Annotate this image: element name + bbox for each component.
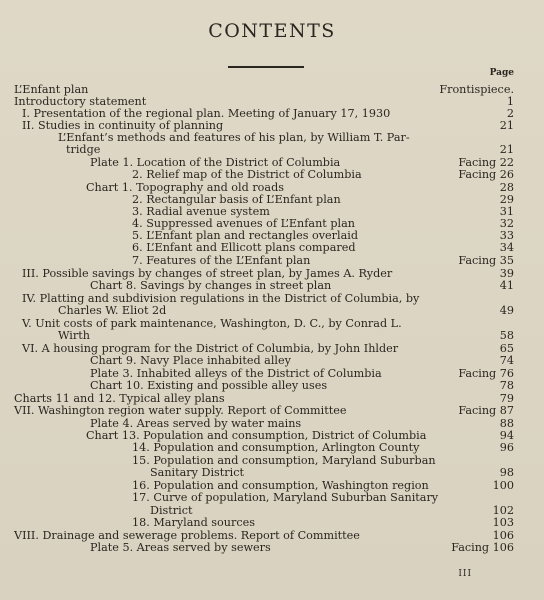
toc-entry-title: Plate 1. Location of the District of Columbia [90,156,341,169]
toc-entry-page: Facing 22 [458,156,514,169]
toc-entry-title: 16. Population and consumption, Washington region [132,479,429,492]
toc-entry-title: 2. Relief map of the District of Columbia [132,168,362,181]
page-column-heading: Page [489,68,514,78]
toc-entry-title: Charles W. Eliot 2d [58,304,167,317]
toc-entry-page: Facing 87 [458,404,514,417]
toc-entry-title: II. Studies in continuity of planning [22,119,224,132]
toc-entry-title: VI. A housing program for the District of Columbia, by John Ihlder [22,342,399,355]
toc-entry-page: 98 [499,466,514,479]
toc-entry-page: 32 [499,217,514,230]
folio: III [458,569,472,579]
toc-entry-page: 39 [499,267,514,280]
toc-entry-title: I. Presentation of the regional plan. Meeting of January 17, 1930 [22,107,391,120]
toc-entry-page: 79 [499,392,514,405]
toc-entry-title: Chart 13. Population and consumption, District of Columbia [86,429,427,442]
toc-entry-title: Wirth [58,329,90,342]
toc-entry-title: 2. Rectangular basis of L’Enfant plan [132,193,341,206]
toc-entry-title: 6. L’Enfant and Ellicott plans compared [132,241,356,254]
toc-entry-title: 18. Maryland sources [132,516,255,529]
toc-entry-page: Frontispiece. [439,83,514,96]
toc-entry-title: L’Enfant plan [14,83,89,96]
toc-entry-title: 17. Curve of population, Maryland Suburban Sanitary [132,491,439,504]
toc-entry-title: 14. Population and consumption, Arlington County [132,441,420,454]
toc-entry-title: tridge [66,143,101,156]
toc-entry-page: 78 [499,379,514,392]
toc-entry [14,441,514,454]
toc-entry [14,168,514,181]
toc-entry [14,254,514,267]
toc-entry-page: 34 [499,241,514,254]
toc-entry-page: Facing 106 [451,541,514,554]
toc-entry-page: 88 [499,417,514,430]
toc-entry-title: Chart 1. Topography and old roads [86,181,284,194]
toc-entry [14,329,514,342]
toc-entry-title: Sanitary District [150,466,244,479]
toc-entry [14,304,514,317]
toc-entry-page: 103 [492,516,514,529]
toc-entry [14,354,514,367]
toc-entry-title: III. Possible savings by changes of street plan, by James A. Ryder [22,267,393,280]
toc-entry-page: 49 [499,304,514,317]
toc-entry-page: 21 [499,143,514,156]
toc-entry-title: Introductory statement [14,95,147,108]
toc-entry-title: L’Enfant’s methods and features of his plan, by William T. Par- [58,131,410,144]
toc-entry [14,143,514,156]
toc-entry [14,541,514,554]
toc-entry-title: Chart 10. Existing and possible alley uses [90,379,328,392]
toc-entry-page: 31 [499,205,514,218]
toc-entry-title: 15. Population and consumption, Maryland Suburban [132,454,436,467]
toc-entry-page: 2 [506,107,514,120]
toc-entry-page: 96 [499,441,514,454]
toc-entry-title: VII. Washington region water supply. Report of Committee [14,404,347,417]
toc-entry-page: Facing 35 [458,254,514,267]
toc-entry-title: 4. Suppressed avenues of L’Enfant plan [132,217,355,230]
toc-entry [14,279,514,292]
toc-entry-title: Plate 5. Areas served by sewers [90,541,271,554]
toc-entry-page: 100 [492,479,514,492]
toc-entry-title: VIII. Drainage and sewerage problems. Report of Committee [14,529,360,542]
toc-entry-page: Facing 26 [458,168,514,181]
toc-entry [14,379,514,392]
toc-entry-page: 58 [499,329,514,342]
toc-entry [14,404,514,417]
toc-entry-page: 28 [499,181,514,194]
toc-entry [14,466,514,479]
toc-entry-title: District [150,504,193,517]
toc-entry-page: 33 [499,229,514,242]
toc-entry [14,241,514,254]
toc-entry-title: 5. L’Enfant plan and rectangles overlaid [132,229,359,242]
toc-entry-title: Chart 9. Navy Place inhabited alley [90,354,291,367]
toc-entry-title: Chart 8. Savings by changes in street plan [90,279,332,292]
toc-entry-page: 65 [499,342,514,355]
toc-entry-page: 1 [506,95,514,108]
toc-entry-title: V. Unit costs of park maintenance, Washington, D. C., by Conrad L. [22,317,402,330]
title-rule [228,66,304,68]
toc-entry-page: Facing 76 [458,367,514,380]
toc-entry-title: 3. Radial avenue system [132,205,270,218]
toc-entry-page: 106 [492,529,514,542]
toc-entry-title: IV. Platting and subdivision regulations in the District of Columbia, by [22,292,420,305]
toc-entry-title: Plate 4. Areas served by water mains [90,417,302,430]
toc-entry-page: 102 [492,504,514,517]
page-title: CONTENTS [208,20,336,42]
toc-entry [14,516,514,529]
toc-entry [14,491,514,504]
toc-entry-page: 29 [499,193,514,206]
toc-entry-title: Plate 3. Inhabited alleys of the District of Columbia [90,367,382,380]
toc-entry-page: 21 [499,119,514,132]
toc-entry-title: Charts 11 and 12. Typical alley plans [14,392,225,405]
toc-entry-page: 94 [499,429,514,442]
toc-entry-page: 41 [499,279,514,292]
toc-entry-title: 7. Features of the L’Enfant plan [132,254,311,267]
toc-entry-page: 74 [499,354,514,367]
